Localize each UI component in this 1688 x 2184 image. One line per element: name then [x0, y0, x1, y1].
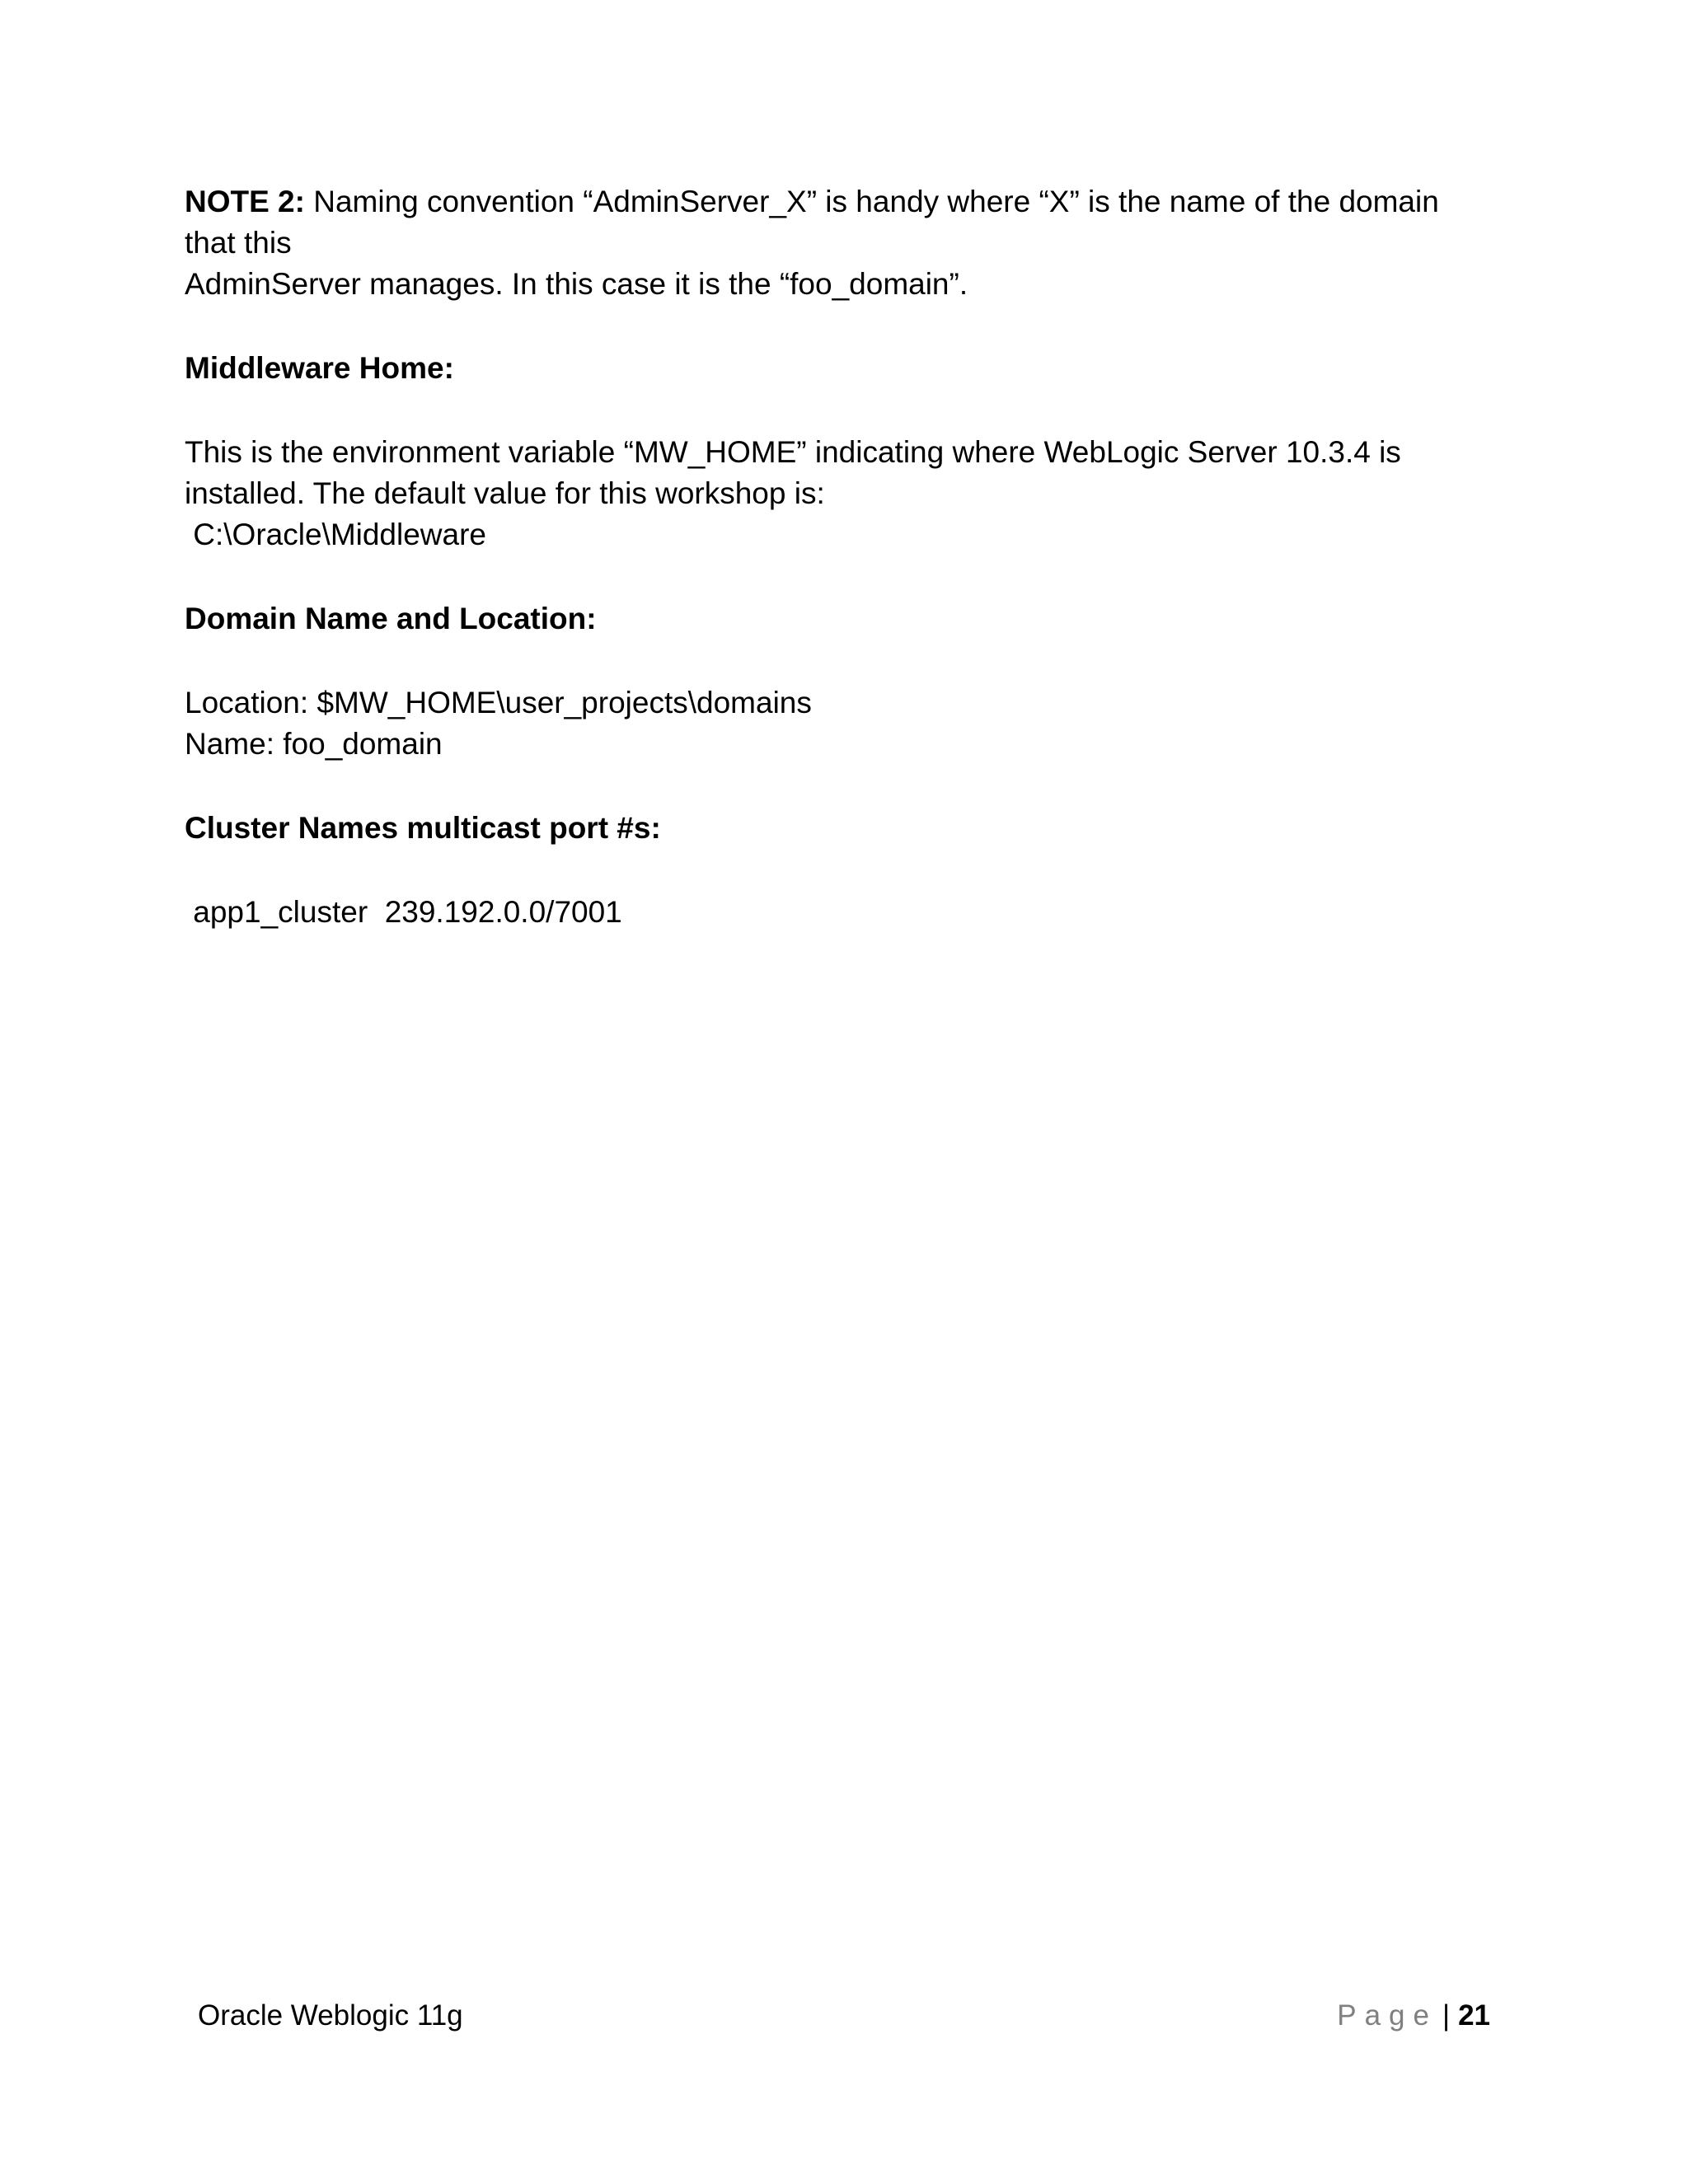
middleware-line-1: This is the environment variable “MW_HOME” indicating where WebLogic Server 10.3.4 is: [185, 435, 1401, 469]
page-label: Page: [1337, 1999, 1437, 2032]
spacer: [185, 849, 1503, 892]
spacer: [185, 765, 1503, 808]
cluster-entry: app1_cluster 239.192.0.0/7001: [185, 895, 622, 929]
middleware-line-2: installed. The default value for this workshop is:: [185, 476, 825, 510]
note-line-2: that this: [185, 226, 292, 260]
note-label: NOTE 2:: [185, 185, 305, 218]
spacer: [185, 389, 1503, 432]
cluster-heading: Cluster Names multicast port #s:: [185, 811, 661, 845]
domain-name: Name: foo_domain: [185, 727, 443, 761]
domain-location: Location: $MW_HOME\user_projects\domains: [185, 686, 812, 719]
footer-title: Oracle Weblogic 11g: [198, 1999, 463, 2032]
domain-heading: Domain Name and Location:: [185, 602, 597, 635]
note-line-1: [185, 181, 1503, 223]
note-text-1: Naming convention “AdminServer_X” is handy where “X” is the name of the domain: [304, 185, 1439, 218]
page-separator: |: [1442, 1999, 1451, 2032]
page-content: [185, 181, 1503, 933]
spacer: [185, 305, 1503, 348]
note-line-3: AdminServer manages. In this case it is the “foo_domain”.: [185, 267, 968, 301]
page-number: 21: [1458, 1999, 1490, 2032]
spacer: [185, 555, 1503, 598]
middleware-heading: Middleware Home:: [185, 351, 454, 385]
middleware-path: C:\Oracle\Middleware: [185, 518, 487, 551]
spacer: [185, 640, 1503, 682]
footer-page-info: [1337, 1998, 1490, 2034]
